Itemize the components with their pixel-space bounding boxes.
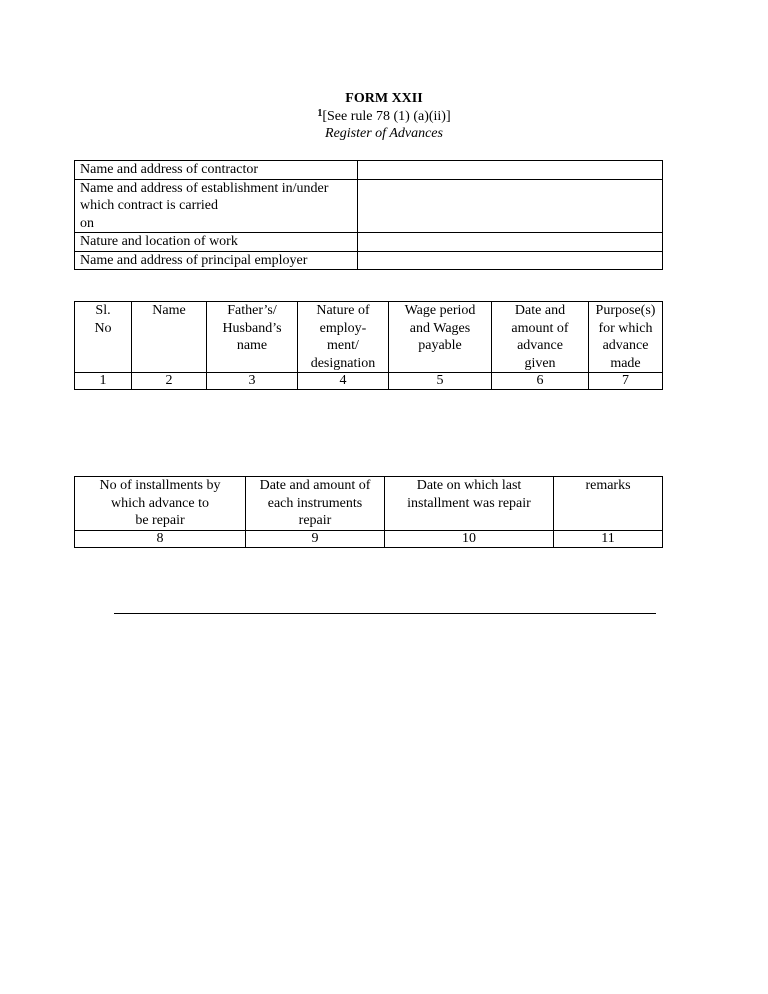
- header-line: No: [94, 320, 112, 336]
- info-row: [75, 179, 663, 233]
- header-line: installment was repair: [407, 495, 531, 511]
- header-line: Name: [152, 303, 186, 318]
- column-header-sl-no: [75, 302, 132, 373]
- rule-reference-text: [See rule 78 (1) (a)(ii)]: [322, 109, 451, 124]
- header-line: each instruments: [267, 495, 363, 511]
- column-header-father-husband-name: [207, 302, 298, 373]
- header-line: name: [236, 338, 268, 353]
- header-line: advance: [602, 338, 649, 353]
- column-number-row: [75, 530, 663, 547]
- rule-reference: [0, 108, 768, 125]
- register-title: Register of Advances: [325, 126, 443, 141]
- column-header-wage-period: [389, 302, 492, 373]
- header-line: employ-: [319, 320, 367, 336]
- advances-table-part-1: [74, 301, 663, 390]
- establishment-label-line: Name and address of establishment in/under: [80, 180, 329, 196]
- column-number: 10: [385, 530, 554, 547]
- column-number: 2: [132, 373, 207, 390]
- column-number: 9: [246, 530, 385, 547]
- column-header-name: [132, 302, 207, 373]
- work-location-value: [358, 233, 663, 252]
- header-line: given: [524, 355, 556, 371]
- info-row: [75, 251, 663, 270]
- header-line: Nature of: [316, 303, 370, 318]
- header-line: which advance to: [111, 495, 209, 511]
- establishment-label-line: which contract is carried: [80, 198, 218, 213]
- header-line: and Wages: [409, 320, 471, 336]
- header-line: repair: [298, 513, 332, 528]
- header-line: payable: [418, 338, 462, 353]
- header-line: Husband’s: [222, 320, 282, 336]
- header-line: Date on which last: [416, 478, 522, 493]
- contractor-value: [358, 161, 663, 180]
- header-line: advance: [517, 338, 563, 353]
- column-header-purpose: [589, 302, 663, 373]
- header-line: ment/: [327, 338, 359, 353]
- header-line: for which: [598, 320, 653, 336]
- column-number-row: [75, 373, 663, 390]
- contractor-label: Name and address of contractor: [75, 161, 358, 180]
- footnote-mark: 1: [317, 108, 323, 119]
- advances-table-part-2: [74, 476, 663, 548]
- header-line: designation: [310, 355, 376, 371]
- work-location-label: Nature and location of work: [75, 233, 358, 252]
- info-row: [75, 161, 663, 180]
- header-line: Wage period: [404, 303, 476, 318]
- column-number: 5: [389, 373, 492, 390]
- column-header-remarks: [554, 477, 663, 531]
- header-line: be repair: [135, 513, 185, 528]
- principal-employer-value: [358, 251, 663, 270]
- header-row: [75, 302, 663, 373]
- column-header-installments: [75, 477, 246, 531]
- header-line: amount of: [511, 320, 569, 336]
- header-line: Father’s/: [227, 303, 277, 318]
- header-row: [75, 477, 663, 531]
- column-number: 4: [298, 373, 389, 390]
- column-header-date-amount-advance: [492, 302, 589, 373]
- header-line: No of installments by: [99, 478, 221, 493]
- contractor-info-table: [74, 160, 663, 270]
- form-title: FORM XXII: [345, 91, 423, 106]
- column-number: 1: [75, 373, 132, 390]
- header-line: Purpose(s): [595, 303, 656, 318]
- establishment-label: [75, 179, 358, 233]
- column-header-nature-of-employment: [298, 302, 389, 373]
- column-number: 8: [75, 530, 246, 547]
- establishment-label-line: on: [80, 215, 94, 231]
- header-line: Sl.: [95, 303, 111, 318]
- info-row: [75, 233, 663, 252]
- header-line: made: [610, 355, 641, 371]
- signature-divider-line: [114, 613, 656, 614]
- column-number: 7: [589, 373, 663, 390]
- column-number: 3: [207, 373, 298, 390]
- column-number: 11: [554, 530, 663, 547]
- header-line: Date and: [514, 303, 566, 318]
- header-line: Date and amount of: [259, 478, 371, 493]
- header-line: remarks: [585, 478, 631, 493]
- column-header-last-installment-date: [385, 477, 554, 531]
- column-number: 6: [492, 373, 589, 390]
- principal-employer-label: Name and address of principal employer: [75, 251, 358, 270]
- column-header-date-amount-instruments: [246, 477, 385, 531]
- establishment-value: [358, 179, 663, 233]
